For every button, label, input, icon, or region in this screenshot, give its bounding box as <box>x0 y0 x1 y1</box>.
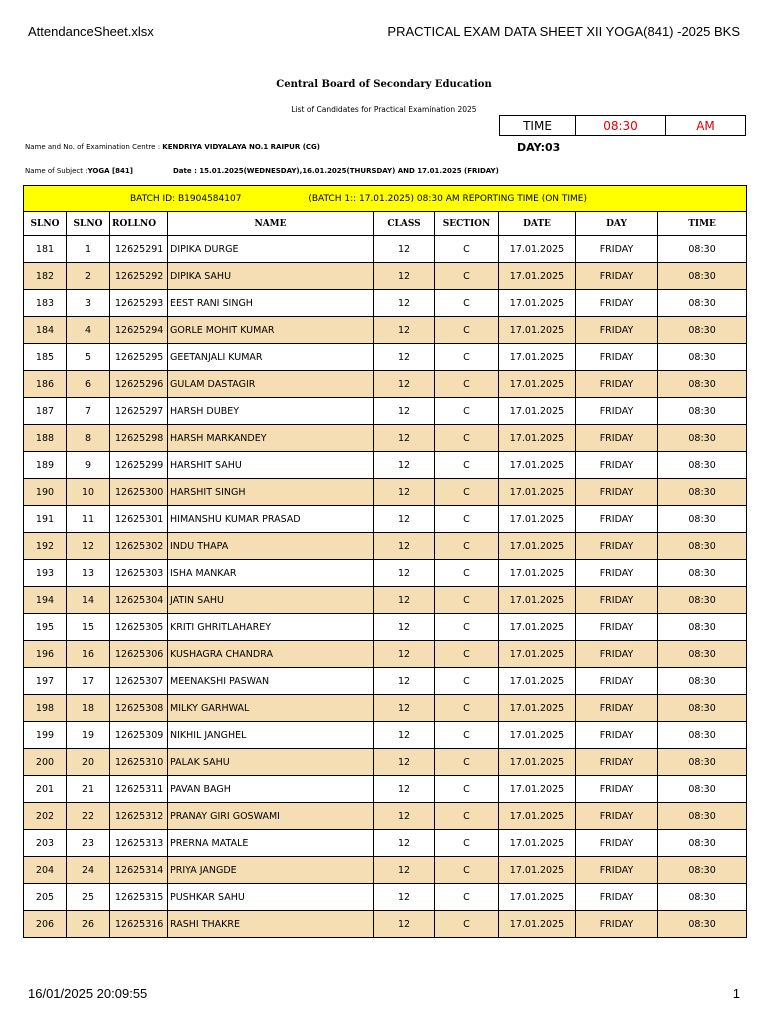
table-row <box>24 614 747 641</box>
header-row <box>24 212 747 236</box>
cell-rollno: 12625297 <box>110 398 168 425</box>
cell-time: 08:30 <box>658 695 747 722</box>
cell-rollno: 12625310 <box>110 749 168 776</box>
exam-centre <box>25 143 320 151</box>
cell-rollno: 12625296 <box>110 371 168 398</box>
cell-name: DIPIKA SAHU <box>168 263 374 290</box>
table-row <box>24 263 747 290</box>
cell-slno-batch: 23 <box>67 830 110 857</box>
cell-section: C <box>435 749 499 776</box>
cell-name: HARSH MARKANDEY <box>168 425 374 452</box>
cell-section: C <box>435 911 499 938</box>
cell-rollno: 12625306 <box>110 641 168 668</box>
cell-class: 12 <box>374 506 435 533</box>
cell-day: FRIDAY <box>576 776 658 803</box>
cell-name: PALAK SAHU <box>168 749 374 776</box>
cell-class: 12 <box>374 236 435 263</box>
cell-day: FRIDAY <box>576 614 658 641</box>
cell-section: C <box>435 317 499 344</box>
cell-time: 08:30 <box>658 317 747 344</box>
cell-slno-batch: 18 <box>67 695 110 722</box>
table-row <box>24 290 747 317</box>
cell-name: GORLE MOHIT KUMAR <box>168 317 374 344</box>
cell-time: 08:30 <box>658 263 747 290</box>
cell-day: FRIDAY <box>576 317 658 344</box>
cell-class: 12 <box>374 398 435 425</box>
cell-slno: 182 <box>24 263 67 290</box>
print-timestamp: 16/01/2025 20:09:55 <box>28 986 148 1001</box>
print-header <box>28 24 740 42</box>
cell-name: JATIN SAHU <box>168 587 374 614</box>
cell-time: 08:30 <box>658 776 747 803</box>
cell-day: FRIDAY <box>576 695 658 722</box>
cell-date: 17.01.2025 <box>499 317 576 344</box>
cell-time: 08:30 <box>658 722 747 749</box>
cell-name: MEENAKSHI PASWAN <box>168 668 374 695</box>
column-header: ROLLNO <box>110 212 168 236</box>
cell-section: C <box>435 641 499 668</box>
cell-date: 17.01.2025 <box>499 857 576 884</box>
cell-name: HARSH DUBEY <box>168 398 374 425</box>
print-footer <box>28 986 740 1004</box>
cell-rollno: 12625291 <box>110 236 168 263</box>
cell-slno: 201 <box>24 776 67 803</box>
cell-class: 12 <box>374 317 435 344</box>
cell-section: C <box>435 587 499 614</box>
cell-day: FRIDAY <box>576 371 658 398</box>
cell-rollno: 12625293 <box>110 290 168 317</box>
cell-slno: 185 <box>24 344 67 371</box>
cell-name: MILKY GARHWAL <box>168 695 374 722</box>
cell-date: 17.01.2025 <box>499 722 576 749</box>
cell-slno-batch: 10 <box>67 479 110 506</box>
cell-rollno: 12625314 <box>110 857 168 884</box>
cell-name: PAVAN BAGH <box>168 776 374 803</box>
cell-time: 08:30 <box>658 884 747 911</box>
cell-class: 12 <box>374 263 435 290</box>
document-title: PRACTICAL EXAM DATA SHEET XII YOGA(841) -2025 BKS <box>387 24 740 39</box>
cell-slno-batch: 8 <box>67 425 110 452</box>
cell-name: DIPIKA DURGE <box>168 236 374 263</box>
table-row <box>24 668 747 695</box>
cell-rollno: 12625308 <box>110 695 168 722</box>
cell-date: 17.01.2025 <box>499 776 576 803</box>
cell-date: 17.01.2025 <box>499 398 576 425</box>
table-row <box>24 587 747 614</box>
table-row <box>24 830 747 857</box>
table-body <box>24 236 747 938</box>
cell-rollno: 12625311 <box>110 776 168 803</box>
cell-slno-batch: 7 <box>67 398 110 425</box>
table-row <box>24 641 747 668</box>
column-header: DATE <box>499 212 576 236</box>
table-row <box>24 560 747 587</box>
table-row <box>24 452 747 479</box>
cell-rollno: 12625315 <box>110 884 168 911</box>
cell-time: 08:30 <box>658 641 747 668</box>
cell-class: 12 <box>374 614 435 641</box>
cell-time: 08:30 <box>658 614 747 641</box>
cell-section: C <box>435 263 499 290</box>
time-box <box>499 115 746 136</box>
table-row <box>24 371 747 398</box>
cell-slno-batch: 25 <box>67 884 110 911</box>
cell-name: EEST RANI SINGH <box>168 290 374 317</box>
table-row <box>24 479 747 506</box>
cell-slno: 196 <box>24 641 67 668</box>
cell-rollno: 12625298 <box>110 425 168 452</box>
cell-date: 17.01.2025 <box>499 533 576 560</box>
cell-rollno: 12625304 <box>110 587 168 614</box>
cell-class: 12 <box>374 884 435 911</box>
table-row <box>24 506 747 533</box>
cell-day: FRIDAY <box>576 830 658 857</box>
day-label: DAY:03 <box>517 141 561 154</box>
cell-class: 12 <box>374 803 435 830</box>
cell-section: C <box>435 425 499 452</box>
table-row <box>24 317 747 344</box>
cell-time: 08:30 <box>658 236 747 263</box>
cell-section: C <box>435 371 499 398</box>
cell-name: KUSHAGRA CHANDRA <box>168 641 374 668</box>
cell-slno-batch: 15 <box>67 614 110 641</box>
cell-day: FRIDAY <box>576 803 658 830</box>
cell-name: HARSHIT SAHU <box>168 452 374 479</box>
column-header: SLNO <box>24 212 67 236</box>
cell-name: INDU THAPA <box>168 533 374 560</box>
column-header: SECTION <box>435 212 499 236</box>
cell-name: PRERNA MATALE <box>168 830 374 857</box>
cell-slno: 195 <box>24 614 67 641</box>
cell-class: 12 <box>374 533 435 560</box>
cell-date: 17.01.2025 <box>499 587 576 614</box>
cell-slno-batch: 26 <box>67 911 110 938</box>
cell-rollno: 12625292 <box>110 263 168 290</box>
cell-slno: 186 <box>24 371 67 398</box>
cell-section: C <box>435 803 499 830</box>
cell-day: FRIDAY <box>576 884 658 911</box>
cell-slno: 184 <box>24 317 67 344</box>
cell-class: 12 <box>374 776 435 803</box>
table-row <box>24 425 747 452</box>
cell-slno-batch: 6 <box>67 371 110 398</box>
cell-date: 17.01.2025 <box>499 830 576 857</box>
cell-name: KRITI GHRITLAHAREY <box>168 614 374 641</box>
table-row <box>24 344 747 371</box>
cell-section: C <box>435 776 499 803</box>
cell-rollno: 12625312 <box>110 803 168 830</box>
cell-time: 08:30 <box>658 803 747 830</box>
cell-class: 12 <box>374 641 435 668</box>
cell-slno: 190 <box>24 479 67 506</box>
time-label: TIME <box>500 116 576 136</box>
candidate-table <box>23 185 747 938</box>
cell-slno-batch: 3 <box>67 290 110 317</box>
cell-slno-batch: 4 <box>67 317 110 344</box>
cell-name: GULAM DASTAGIR <box>168 371 374 398</box>
table-row <box>24 722 747 749</box>
cell-section: C <box>435 479 499 506</box>
cell-slno: 206 <box>24 911 67 938</box>
cell-name: HARSHIT SINGH <box>168 479 374 506</box>
cell-slno: 193 <box>24 560 67 587</box>
cell-slno-batch: 9 <box>67 452 110 479</box>
cell-slno: 198 <box>24 695 67 722</box>
cell-name: GEETANJALI KUMAR <box>168 344 374 371</box>
cell-class: 12 <box>374 290 435 317</box>
cell-class: 12 <box>374 344 435 371</box>
cell-time: 08:30 <box>658 452 747 479</box>
cell-time: 08:30 <box>658 911 747 938</box>
column-header: NAME <box>168 212 374 236</box>
batch-id: BATCH ID: B1904584107 <box>130 193 242 204</box>
cell-date: 17.01.2025 <box>499 614 576 641</box>
cell-section: C <box>435 560 499 587</box>
cell-section: C <box>435 668 499 695</box>
cell-date: 17.01.2025 <box>499 290 576 317</box>
cell-day: FRIDAY <box>576 668 658 695</box>
cell-slno: 199 <box>24 722 67 749</box>
cell-slno-batch: 24 <box>67 857 110 884</box>
column-header: SLNO <box>67 212 110 236</box>
cell-class: 12 <box>374 560 435 587</box>
cell-date: 17.01.2025 <box>499 803 576 830</box>
table-row <box>24 911 747 938</box>
batch-info: (BATCH 1:: 17.01.2025) 08:30 AM REPORTING TIME (ON TIME) <box>308 193 588 204</box>
cell-slno: 192 <box>24 533 67 560</box>
cell-slno: 200 <box>24 749 67 776</box>
cell-slno-batch: 17 <box>67 668 110 695</box>
cell-slno-batch: 13 <box>67 560 110 587</box>
cell-slno-batch: 16 <box>67 641 110 668</box>
cell-slno-batch: 5 <box>67 344 110 371</box>
cell-rollno: 12625294 <box>110 317 168 344</box>
cell-day: FRIDAY <box>576 506 658 533</box>
cell-slno: 188 <box>24 425 67 452</box>
cell-slno-batch: 22 <box>67 803 110 830</box>
cell-day: FRIDAY <box>576 641 658 668</box>
cell-slno: 183 <box>24 290 67 317</box>
cell-time: 08:30 <box>658 668 747 695</box>
cell-name: ISHA MANKAR <box>168 560 374 587</box>
cell-rollno: 12625305 <box>110 614 168 641</box>
subject-value: YOGA [841] <box>87 167 133 175</box>
cell-rollno: 12625307 <box>110 668 168 695</box>
cell-slno-batch: 2 <box>67 263 110 290</box>
table-row <box>24 695 747 722</box>
subject-label: Name of Subject : <box>25 167 88 175</box>
list-title: List of Candidates for Practical Examination 2025 <box>291 105 477 114</box>
cell-rollno: 12625300 <box>110 479 168 506</box>
cell-slno-batch: 1 <box>67 236 110 263</box>
cell-date: 17.01.2025 <box>499 749 576 776</box>
cell-name: NIKHIL JANGHEL <box>168 722 374 749</box>
cell-date: 17.01.2025 <box>499 884 576 911</box>
cell-date: 17.01.2025 <box>499 479 576 506</box>
cell-class: 12 <box>374 371 435 398</box>
cell-rollno: 12625313 <box>110 830 168 857</box>
cell-slno: 187 <box>24 398 67 425</box>
cell-date: 17.01.2025 <box>499 452 576 479</box>
cell-date: 17.01.2025 <box>499 668 576 695</box>
cell-class: 12 <box>374 425 435 452</box>
cell-day: FRIDAY <box>576 452 658 479</box>
batch-cell <box>24 186 747 212</box>
cell-slno-batch: 21 <box>67 776 110 803</box>
cell-day: FRIDAY <box>576 479 658 506</box>
cell-time: 08:30 <box>658 506 747 533</box>
cell-class: 12 <box>374 668 435 695</box>
cell-day: FRIDAY <box>576 722 658 749</box>
cell-name: RASHI THAKRE <box>168 911 374 938</box>
page-number: 1 <box>732 986 740 1001</box>
cell-day: FRIDAY <box>576 560 658 587</box>
cell-rollno: 12625316 <box>110 911 168 938</box>
time-ampm: AM <box>666 116 746 136</box>
table-row <box>24 884 747 911</box>
cell-section: C <box>435 398 499 425</box>
cell-day: FRIDAY <box>576 749 658 776</box>
cell-slno-batch: 12 <box>67 533 110 560</box>
table-row <box>24 803 747 830</box>
cell-section: C <box>435 290 499 317</box>
cell-slno-batch: 14 <box>67 587 110 614</box>
cell-section: C <box>435 236 499 263</box>
cell-date: 17.01.2025 <box>499 641 576 668</box>
cell-date: 17.01.2025 <box>499 695 576 722</box>
table-row <box>24 236 747 263</box>
cell-section: C <box>435 884 499 911</box>
table-row <box>24 857 747 884</box>
cell-day: FRIDAY <box>576 344 658 371</box>
time-value: 08:30 <box>576 116 666 136</box>
cell-rollno: 12625309 <box>110 722 168 749</box>
cell-time: 08:30 <box>658 749 747 776</box>
cell-class: 12 <box>374 722 435 749</box>
cell-day: FRIDAY <box>576 911 658 938</box>
cell-rollno: 12625299 <box>110 452 168 479</box>
cell-section: C <box>435 452 499 479</box>
cell-section: C <box>435 506 499 533</box>
cell-slno: 191 <box>24 506 67 533</box>
cell-date: 17.01.2025 <box>499 344 576 371</box>
exam-dates: Date : 15.01.2025(WEDNESDAY),16.01.2025(THURSDAY) AND 17.01.2025 (FRIDAY) <box>173 167 499 175</box>
exam-centre-value: KENDRIYA VIDYALAYA NO.1 RAIPUR (CG) <box>162 143 320 151</box>
cell-time: 08:30 <box>658 533 747 560</box>
cell-slno-batch: 20 <box>67 749 110 776</box>
cell-name: HIMANSHU KUMAR PRASAD <box>168 506 374 533</box>
column-header: DAY <box>576 212 658 236</box>
cell-day: FRIDAY <box>576 857 658 884</box>
cell-slno-batch: 19 <box>67 722 110 749</box>
cell-rollno: 12625301 <box>110 506 168 533</box>
cell-section: C <box>435 722 499 749</box>
cell-slno: 197 <box>24 668 67 695</box>
table-row <box>24 533 747 560</box>
cell-slno: 204 <box>24 857 67 884</box>
batch-row <box>24 186 747 212</box>
cell-date: 17.01.2025 <box>499 371 576 398</box>
cell-class: 12 <box>374 911 435 938</box>
cell-time: 08:30 <box>658 290 747 317</box>
cell-name: PRIYA JANGDE <box>168 857 374 884</box>
cell-date: 17.01.2025 <box>499 911 576 938</box>
table-row <box>24 398 747 425</box>
table-row <box>24 749 747 776</box>
cell-section: C <box>435 830 499 857</box>
cell-section: C <box>435 857 499 884</box>
cell-time: 08:30 <box>658 425 747 452</box>
cell-class: 12 <box>374 857 435 884</box>
cell-section: C <box>435 344 499 371</box>
cell-class: 12 <box>374 587 435 614</box>
cell-slno-batch: 11 <box>67 506 110 533</box>
cell-class: 12 <box>374 695 435 722</box>
cell-time: 08:30 <box>658 587 747 614</box>
cell-time: 08:30 <box>658 857 747 884</box>
cell-time: 08:30 <box>658 479 747 506</box>
cell-date: 17.01.2025 <box>499 506 576 533</box>
cell-section: C <box>435 695 499 722</box>
cell-slno: 189 <box>24 452 67 479</box>
cell-day: FRIDAY <box>576 587 658 614</box>
cell-date: 17.01.2025 <box>499 560 576 587</box>
cell-time: 08:30 <box>658 398 747 425</box>
cell-day: FRIDAY <box>576 263 658 290</box>
cell-day: FRIDAY <box>576 533 658 560</box>
cell-time: 08:30 <box>658 560 747 587</box>
cell-rollno: 12625302 <box>110 533 168 560</box>
file-name: AttendanceSheet.xlsx <box>28 24 154 39</box>
table-row <box>24 776 747 803</box>
cell-slno: 181 <box>24 236 67 263</box>
cell-time: 08:30 <box>658 371 747 398</box>
exam-centre-label: Name and No. of Examination Centre : <box>25 143 163 151</box>
cell-time: 08:30 <box>658 830 747 857</box>
cell-slno: 205 <box>24 884 67 911</box>
cell-name: PRANAY GIRI GOSWAMI <box>168 803 374 830</box>
cell-date: 17.01.2025 <box>499 263 576 290</box>
cell-class: 12 <box>374 452 435 479</box>
cell-day: FRIDAY <box>576 290 658 317</box>
cell-class: 12 <box>374 749 435 776</box>
cell-class: 12 <box>374 479 435 506</box>
cell-slno: 202 <box>24 803 67 830</box>
cell-class: 12 <box>374 830 435 857</box>
cell-rollno: 12625303 <box>110 560 168 587</box>
cell-name: PUSHKAR SAHU <box>168 884 374 911</box>
cell-date: 17.01.2025 <box>499 236 576 263</box>
column-header: TIME <box>658 212 747 236</box>
cell-section: C <box>435 614 499 641</box>
cell-slno: 194 <box>24 587 67 614</box>
cell-date: 17.01.2025 <box>499 425 576 452</box>
cell-section: C <box>435 533 499 560</box>
cell-day: FRIDAY <box>576 236 658 263</box>
cell-day: FRIDAY <box>576 398 658 425</box>
board-title: Central Board of Secondary Education <box>276 79 492 90</box>
cell-day: FRIDAY <box>576 425 658 452</box>
column-header: CLASS <box>374 212 435 236</box>
subject-line <box>25 167 499 175</box>
cell-rollno: 12625295 <box>110 344 168 371</box>
cell-slno: 203 <box>24 830 67 857</box>
cell-time: 08:30 <box>658 344 747 371</box>
